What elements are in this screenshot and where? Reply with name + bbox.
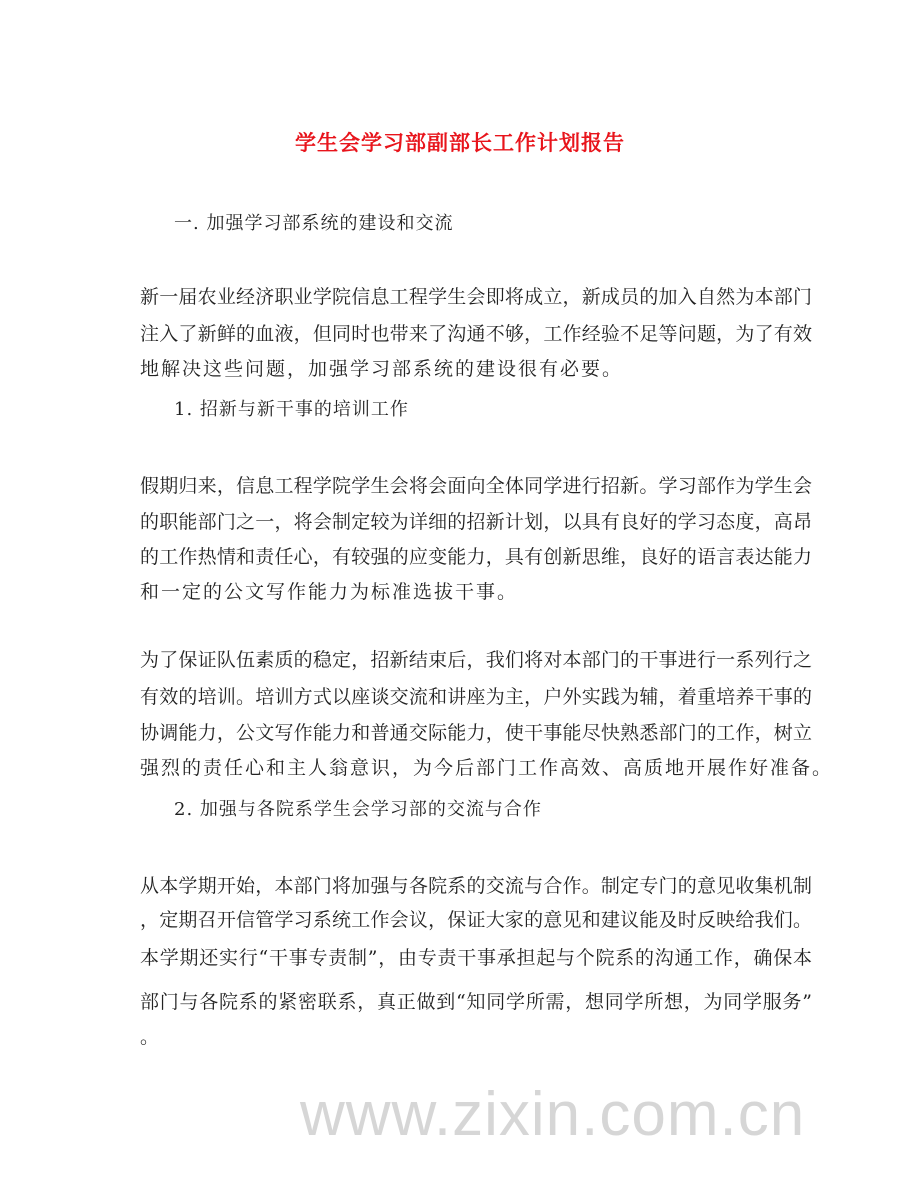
paragraph-line: 和一定的公文写作能力为标准选拔干事。: [140, 581, 519, 603]
section-heading: 一. 加强学习部系统的建设和交流: [174, 213, 454, 234]
document-title: 学生会学习部副部长工作计划报告: [295, 130, 625, 155]
subsection-heading: 2. 加强与各院系学生会学习部的交流与合作: [174, 799, 542, 820]
paragraph-line: 地解决这些问题，加强学习部系统的建设很有必要。: [140, 358, 624, 380]
paragraph-line: 有效的培训。培训方式以座谈交流和讲座为主，户外实践为辅，着重培养干事的: [140, 686, 812, 708]
paragraph-line: 注入了新鲜的血液，但同时也带来了沟通不够，工作经验不足等问题，为了有效: [140, 323, 812, 345]
subsection-heading: 1. 招新与新干事的培训工作: [174, 399, 409, 420]
paragraph-line: 的工作热情和责任心，有较强的应变能力，具有创新思维，良好的语言表达能力: [140, 546, 812, 568]
paragraph-line: 的职能部门之一，将会制定较为详细的招新计划，以具有良好的学习态度，高昂: [140, 511, 812, 533]
paragraph-line: 假期归来，信息工程学院学生会将会面向全体同学进行招新。学习部作为学生会: [140, 475, 812, 497]
paragraph-line: 部门与各院系的紧密联系，真正做到“知同学所需，想同学所想，为同学服务”: [140, 991, 812, 1013]
paragraph-line: 为了保证队伍素质的稳定，招新结束后，我们将对本部门的干事进行一系列行之: [140, 649, 812, 671]
paragraph-line: 。: [140, 1026, 162, 1048]
paragraph-line: 从本学期开始，本部门将加强与各院系的交流与合作。制定专门的意见收集机制: [140, 875, 812, 897]
paragraph-line: ，定期召开信管学习系统工作会议，保证大家的意见和建议能及时反映给我们。: [140, 909, 812, 931]
paragraph-line: 协调能力，公文写作能力和普通交际能力，使干事能尽快熟悉部门的工作，树立: [140, 722, 812, 744]
watermark: www.zixin.com.cn: [300, 1080, 806, 1149]
paragraph-line: 新一届农业经济职业学院信息工程学生会即将成立，新成员的加入自然为本部门: [140, 286, 812, 308]
paragraph-line: 强烈的责任心和主人翁意识，为今后部门工作高效、高质地开展作好准备。: [140, 757, 834, 779]
paragraph-line: 本学期还实行“干事专责制”，由专责干事承担起与个院系的沟通工作，确保本: [140, 947, 812, 969]
